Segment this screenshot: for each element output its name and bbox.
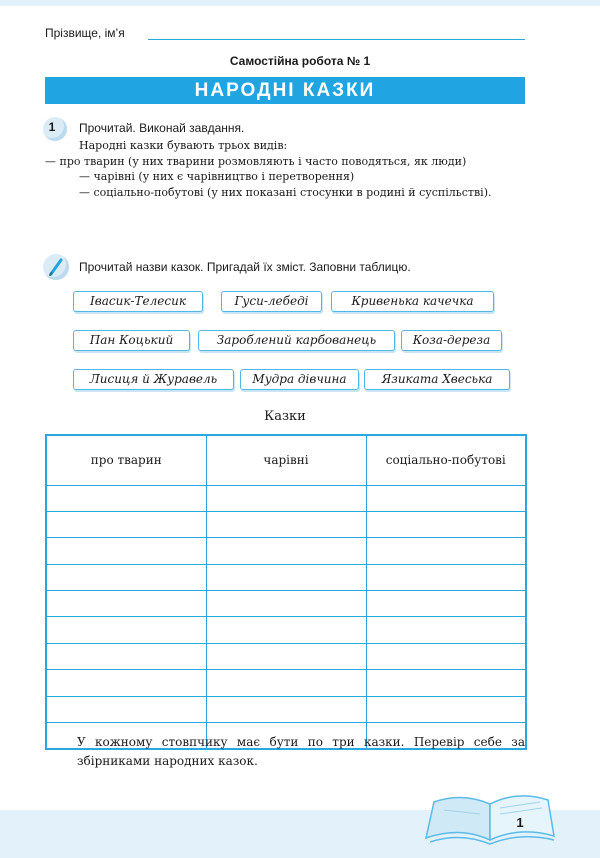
intro-line: — чарівні (у них є чарівництво і перетворення)	[79, 170, 355, 183]
table-cell[interactable]	[206, 538, 366, 564]
tale-chip[interactable]: Гуси-лебеді	[221, 291, 322, 312]
table-cell[interactable]	[206, 511, 366, 537]
task2-instruction: Прочитай назви казок. Пригадай їх зміст. Заповни таблицю.	[79, 260, 411, 274]
table-cell[interactable]	[46, 670, 206, 696]
table-row	[46, 564, 526, 590]
column-header: соціально-побутові	[366, 435, 526, 485]
table-row	[46, 670, 526, 696]
table-cell[interactable]	[206, 696, 366, 722]
table-cell[interactable]	[206, 643, 366, 669]
table-cell[interactable]	[46, 591, 206, 617]
tale-chip[interactable]: Лисиця й Журавель	[73, 369, 234, 390]
table-cell[interactable]	[366, 617, 526, 643]
tales-table	[45, 434, 527, 750]
table-cell[interactable]	[206, 617, 366, 643]
column-header: чарівні	[206, 435, 366, 485]
table-cell[interactable]	[46, 485, 206, 511]
task1-instruction: Прочитай. Виконай завдання.	[79, 121, 245, 135]
table-cell[interactable]	[46, 511, 206, 537]
intro-line: — соціально-побутові (у них показані стосунки в родині й суспільстві).	[79, 185, 492, 199]
table-cell[interactable]	[206, 591, 366, 617]
title-banner: НАРОДНІ КАЗКИ	[45, 77, 525, 104]
table-row	[46, 591, 526, 617]
tale-chip[interactable]: Кривенька качечка	[331, 291, 494, 312]
table-cell[interactable]	[206, 670, 366, 696]
table-cell[interactable]	[366, 564, 526, 590]
table-cell[interactable]	[366, 643, 526, 669]
tale-chip[interactable]: Пан Коцький	[73, 330, 190, 351]
page-number: 1	[516, 815, 524, 830]
table-cell[interactable]	[366, 670, 526, 696]
table-cell[interactable]	[366, 538, 526, 564]
check-note: У кожному стовпчику має бути по три казки. Перевір себе за збірниками народних казок.	[77, 735, 525, 768]
work-title: Самостійна робота № 1	[229, 54, 371, 68]
tale-chip[interactable]: Зароблений карбованець	[198, 330, 395, 351]
column-header: про тварин	[46, 435, 206, 485]
table-row	[46, 643, 526, 669]
table-cell[interactable]	[366, 485, 526, 511]
table-caption: Казки	[264, 409, 306, 424]
tale-chip[interactable]: Івасик-Телесик	[73, 291, 203, 312]
name-label: Прізвище, ім’я	[45, 26, 125, 40]
table-cell[interactable]	[46, 564, 206, 590]
pencil-icon	[43, 254, 69, 280]
table-row	[46, 617, 526, 643]
table-cell[interactable]	[46, 643, 206, 669]
name-row	[45, 26, 525, 42]
table-row	[46, 696, 526, 722]
table-row	[46, 511, 526, 537]
table-row	[46, 538, 526, 564]
table-row	[46, 485, 526, 511]
intro-line: — про тварин (у них тварини розмовляють і часто поводяться, як люди)	[45, 154, 467, 168]
table-cell[interactable]	[46, 696, 206, 722]
intro-text	[45, 138, 525, 200]
table-cell[interactable]	[366, 591, 526, 617]
top-band	[0, 0, 600, 6]
intro-line: Народні казки бувають трьох видів:	[79, 139, 288, 152]
table-cell[interactable]	[366, 696, 526, 722]
table-cell[interactable]	[46, 538, 206, 564]
table-cell[interactable]	[46, 617, 206, 643]
tale-chip[interactable]: Коза-дереза	[401, 330, 502, 351]
table-cell[interactable]	[366, 511, 526, 537]
table-cell[interactable]	[206, 564, 366, 590]
table-cell[interactable]	[206, 485, 366, 511]
name-field-line[interactable]	[148, 39, 525, 40]
task-number: 1	[48, 120, 56, 134]
tale-chip[interactable]: Мудра дівчина	[240, 369, 359, 390]
tale-chip[interactable]: Язиката Хвеська	[364, 369, 510, 390]
